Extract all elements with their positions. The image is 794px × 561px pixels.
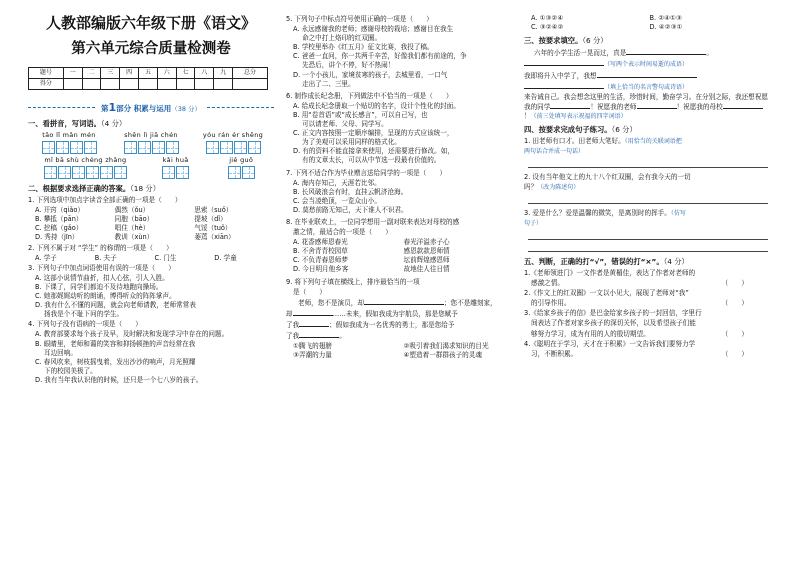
hint-text: （用恰当的关联词语把 [624,138,682,146]
pinyin-text: shēn lì jiā chén [124,131,178,140]
score-cell[interactable] [139,78,158,89]
option: C. 会当凌绝顶，一览众山小。 [293,196,381,205]
option: C. 不负青春恩师梦 [293,256,348,265]
blank-line[interactable] [299,320,329,327]
question: 2. 设有当年他文上的九十八个红双圈，会有我今天的一切 [524,173,691,182]
option: D. 我有什么不懂的问题，就会向老师请教，老师常常表 [35,301,196,310]
score-cell[interactable] [120,78,139,89]
option: 萎蔫（xiān） [194,233,235,242]
option-continued: 扬我是个不耻下问的学生。 [44,310,124,319]
score-table-header-row [29,67,268,78]
option: 气馁（tuǒ） [194,224,232,233]
option: 感恩款款恩师情 [403,247,450,256]
option: 故地佳人往日情 [403,265,450,274]
option: D. 我有当年我认识他的时候，还只是一个七八岁的孩子。 [35,375,203,384]
blank-line[interactable] [293,309,333,316]
hint-text: （前三处填写表示祝福的四字词语） [530,113,627,121]
score-cell: 六 [157,67,176,78]
answer-line[interactable] [528,158,768,168]
option: 提坡（dǐ） [194,215,227,224]
question-stem: 1. 下列选项中加点字读音全部正确的一项是（ ） [28,196,182,205]
option: D. 有的资料不能直接拿来使用，还需要进行修改。如， [293,147,454,156]
score-cell: 八 [195,67,214,78]
score-cell: 九 [214,67,233,78]
section-5-heading [524,257,768,267]
question [524,137,768,146]
para-text: 1. 田老师有口才。 [524,137,579,146]
judge-item: 2.《作文上的红双圈》一文以小见大，展现了老师对“我” [524,289,689,298]
page-subtitle: 第六单元综合质量检测卷 [71,39,231,57]
part-points: （38 分） [171,104,202,113]
blank-line[interactable] [597,71,697,78]
option: ①腾飞的翅膀 [293,342,332,351]
question-continued [524,183,768,192]
section-title: 三、按要求填空。 [524,36,583,46]
option-row [293,265,514,274]
para-text: ；您不是雕刻家， [443,298,497,307]
judge-item: 3.《给家乡孩子的信》是巴金给家乡孩子的一封回信，字里行 [524,309,702,318]
option-row [531,23,768,32]
pinyin-cell [143,156,209,179]
judge-item-continued [531,279,768,288]
question-stem: 4. 下列句子没有语病的一项是（ ） [28,320,142,329]
option: 思索（suǒ） [194,206,233,215]
question-stem: 5. 下列句子中标点符号使用正确的一项是（ ） [286,15,433,23]
option: D. 莫愁前路无知己，天下谁人不识君。 [293,205,408,214]
pinyin-text: yóu rán ér shēng [202,131,264,140]
para-text: 3. 爱是什么？爱是温馨的微笑，是离别时的挥手。 [524,209,671,218]
question-stem: 6. 制作成长纪念册，下列做法中不恰当的一项是（ ） [286,91,453,100]
question-stem: 2. 下列不属于对 “学生” 的称谓的一项是（ ） [28,243,173,252]
option: B. 不舍青青校园草 [293,247,348,256]
option: B. 学校里举办《红五月》征文比赛，我投了稿。 [293,43,434,52]
blank-line[interactable] [524,59,604,66]
hint-text: （改为陈述句） [537,184,580,192]
fill-paragraph: 了我 。 [286,332,346,340]
option: 唱住（hè） [114,224,150,233]
score-cell: 得分 [29,78,64,89]
option-continued: 走出了二、三里。 [302,79,355,88]
blank-line[interactable] [723,102,763,109]
score-cell: 四 [120,67,139,78]
option-continued: 为了美观可以采用同样的格式化。 [302,138,401,147]
option: B. 下课了，同学们都迫不及待地跑向操场。 [35,282,163,291]
answer-paren[interactable]: （ ） [721,349,748,358]
score-cell[interactable] [214,78,233,89]
right-column [524,14,768,360]
score-cell[interactable] [157,78,176,89]
option: 教训（xùn） [114,233,154,242]
question-stem: 3. 下列句子中加点词语使用有误的一项是（ ） [28,263,175,272]
option: C. 门生 [154,253,177,262]
score-cell[interactable] [101,78,120,89]
fill-line [524,59,768,69]
option-row [293,238,514,247]
option: A. ①③②④ [531,14,564,22]
option-continued: 可以请老师、父母、同学写。 [302,120,388,129]
blank-line[interactable] [550,102,590,109]
option: D. 秀持（jīn） [35,233,79,242]
score-cell: 总分 [233,67,268,78]
pinyin-cell [110,131,192,154]
pinyin-text: jiě guō [229,156,254,165]
score-cell: 七 [176,67,195,78]
para-text: ……未来，假如我成为宇航员，那是您赋予 [332,309,458,318]
blank-line[interactable] [524,82,604,89]
para-text: 我即将升入中学了，我想 [524,71,597,80]
score-cell: 题号 [29,67,64,78]
fill-line [534,48,768,58]
option: ②吸引着我们渴求知识的目光 [403,342,489,351]
option: A. 花香感师恩春光 [293,238,348,247]
part-banner [28,100,274,115]
option: D. 学童 [214,253,237,262]
fill-paragraph [298,298,514,308]
section-title: 一、看拼音，写词语。 [28,119,101,129]
score-cell[interactable] [63,78,82,89]
blank-line[interactable] [626,48,706,55]
judge-item-continued [531,330,768,339]
option: C. 春风吹来，树枝摇曳着，发出沙沙的响声，月光照耀 [35,357,196,366]
score-cell: 五 [139,67,158,78]
option-row [531,14,768,23]
option: B. 夫子 [94,253,117,262]
option-row [293,247,514,256]
option: 春光洋溢赤子心 [403,238,450,247]
score-table-score-row [29,78,268,89]
pinyin-cell [28,131,110,154]
option-continued: 耳边回响。 [44,348,77,357]
pinyin-text: tāo lǐ mǎn mén [42,131,96,140]
pinyin-cell [208,156,274,179]
para-text: 了我 [286,320,300,329]
question-stem: 7. 下列不适合作为毕业赠言送给同学的一项是（ ） [286,168,447,177]
answer-paren[interactable]: （ ） [721,299,748,308]
option-continued: 下的校园美极了。 [44,366,97,375]
para-text: 吗？ [524,183,538,192]
score-table [28,67,268,90]
answer-paren[interactable]: （ ） [721,329,748,338]
para-text: ！祝愿我的老师 [590,103,637,112]
writing-boxes[interactable] [110,141,192,154]
judge-item-continued [531,350,768,359]
option: B. 攀抵（pān） [35,215,83,224]
option: C. 挖稿（gǎo） [35,224,83,233]
option: B. 长风破浪会有时，直挂云帆济沧海。 [293,187,408,196]
pinyin-cell [28,156,143,179]
question [524,209,768,218]
hint-text: 两句话合并成一句话） [524,147,585,155]
para-text: 够努力学习，成为有用的人的殷切期望。 [531,329,650,338]
hint-text: 句子） [524,219,543,227]
section-points: （6 分） [582,36,608,46]
para-text: ！祝愿我的母校 [676,103,723,112]
score-cell[interactable] [82,78,101,89]
pinyin-text: mǐ bā shù chéng zhǎng [44,156,127,165]
option: A. 海内存知己，天涯若比邻。 [293,178,381,187]
option: B. ②④①③ [649,14,682,22]
section-4-heading [524,125,768,135]
question-stem-continued: 激之情，最适合的一项是（ ） [293,228,392,237]
part-number: 1 [108,100,117,114]
score-cell[interactable] [233,78,268,89]
option: C. 她那娓娓动听的朗诵，博得听众的阵阵掌声。 [35,292,176,301]
para-text: 。 [706,49,713,58]
part-name: 积累与运用 [133,103,172,113]
option: C. 正文内容按照一定顺序编排，呈现的方式应该统一， [293,129,454,138]
judge-item-continued: 间表达了作者对家乡孩子的深切关怀，以及希望孩子们能 [531,319,696,328]
score-cell[interactable] [176,78,195,89]
section-3-heading [524,36,768,46]
judge-item: 1.《老师领进门》一文作者是黄楣佳，表达了作者对老师的 [524,268,696,277]
option: C. 爸爸一直问，你一共两千辛苦，好像我们都有前途的，争 [293,52,467,61]
score-cell: 二 [82,67,101,78]
option: ④塑造着一群群孩子的灵魂 [403,351,482,360]
part-suffix: 部分 [116,103,132,113]
question-stem: 9. 将下列句子填在横线上，排序最恰当的一项 [286,277,420,286]
option-continued: 先恐后，讲个不停，好不热闹！ [302,61,395,70]
middle-column [286,14,514,360]
para-text: ！ [524,112,531,121]
judge-item: 4.《聪明在于学习，天才在于积累》一文告诉我们要努力学 [524,339,696,348]
blank-line[interactable] [299,331,339,338]
pinyin-row-2 [28,156,274,179]
para-text: 了我 [286,332,300,340]
para-text: 却 [286,309,293,318]
left-column [28,14,274,385]
para-text: 习，不断积累。 [531,349,578,358]
answer-line[interactable] [528,194,768,204]
hint-text: （仿写 [670,210,686,218]
hint-text: （填上恰当的名言警句或诗语） [604,83,689,91]
option-row [35,206,274,215]
option-row [293,351,514,360]
option: 坛前辉煌感恩师 [403,256,450,265]
option-row [35,233,274,242]
para-text: 感激之情。 [531,279,564,288]
option: D. 今日明月他乡客 [293,265,349,274]
option-continued: 命之中打上烙印的红双圈。 [302,34,382,43]
option: B. 眼睛里，老师和蔼的笑容和抑扬顿挫的声音经常在我 [35,339,196,348]
option-continued: 有的文章太长，可以从中节选一段最有价值的。 [302,156,441,165]
para-text: 田老师大笔好。 [578,137,625,146]
writing-boxes[interactable] [28,166,143,179]
option: A. 给成长纪念册取一个贴切的名字，设计个性化的封面。 [293,101,460,110]
writing-boxes[interactable] [208,166,274,179]
writing-boxes[interactable] [192,141,274,154]
question-stem-continued: 是（ ） [293,287,326,296]
pinyin-row-1 [28,131,274,154]
option: A. 教育部要求每个孩子及早，及时解决和发现学习中存在的问题。 [35,330,229,339]
option-row [35,254,274,263]
fill-paragraph [286,320,514,330]
option: A. 永远感谢我的老师；感谢母校的栽培；感谢目在我生 [293,25,454,34]
score-cell[interactable] [195,78,214,89]
blank-line[interactable] [637,102,677,109]
writing-boxes[interactable] [143,166,209,179]
score-cell: 三 [101,67,120,78]
para-text: ；假如我成为一名优秀的勇士，那是您给予 [329,320,455,329]
option: 同胞（bāo） [114,215,154,224]
option: B. 用“卷首语”或“成长感言”，可以自己写，也 [293,110,428,119]
option: D. ④②③① [649,23,683,32]
part-prefix: 第 [100,103,109,113]
hint-text: （写两个表示时间易逝的成语） [604,61,689,69]
section-1-heading [28,119,274,129]
answer-line[interactable] [528,242,768,252]
section-title: 四、按要求完成句子练习。 [524,125,612,135]
option: C. ③②④② [531,23,564,32]
option: ③弄潮的力量 [293,351,332,360]
fill-line [524,82,768,92]
para-text: 来告诫自己。我会想念这里的生活，珍惜时间，勤奋学习。在分别之际，我还想祝愿我的同学 [524,92,768,112]
section-points: （4 分） [663,256,689,266]
blank-line[interactable] [364,298,444,305]
section-title: 二、根据要求选择正确的答案。 [28,184,131,194]
answer-line[interactable] [528,230,768,240]
question-stem: 8. 在毕业联欢上，一位同学想用一副对联来表达对母校的感 [286,217,460,226]
option: A. 学子 [35,253,57,262]
fill-paragraph [286,309,514,319]
section-2-heading [28,184,274,194]
writing-boxes[interactable] [28,141,110,154]
fill-line [524,71,768,81]
judge-item-continued [531,299,768,308]
fill-line [524,93,768,121]
para-text: 六年的小学生活一晃而过，真是 [534,49,627,58]
pinyin-cell [192,131,274,154]
section-title: 五、判断，正确的打“√”，错误的打“×”。 [524,256,664,266]
answer-paren[interactable]: （ ） [721,279,748,288]
option: A. 开窍（qiǎo） [35,206,85,215]
section-points: （6 分） [611,125,637,135]
section-points: （18 分） [130,184,161,194]
option-row [293,342,514,351]
page-title: 人教部编版六年级下册《语文》 [45,14,256,32]
option: 偶然（ǒu） [114,206,150,215]
section-points: （4 分） [100,119,127,129]
option: A. 这部小说情节曲折，扣人心弦，引人入胜。 [35,273,169,282]
para-text: 的引导作用。 [531,299,571,308]
pinyin-text: kǎi huǎ [162,156,189,165]
para-text: 老师，您不是演员，却 [298,298,364,307]
option: D. 一个小孩儿，家境贫寒的孩子，去城里看，一口气 [293,70,448,79]
score-cell: 一 [63,67,82,78]
